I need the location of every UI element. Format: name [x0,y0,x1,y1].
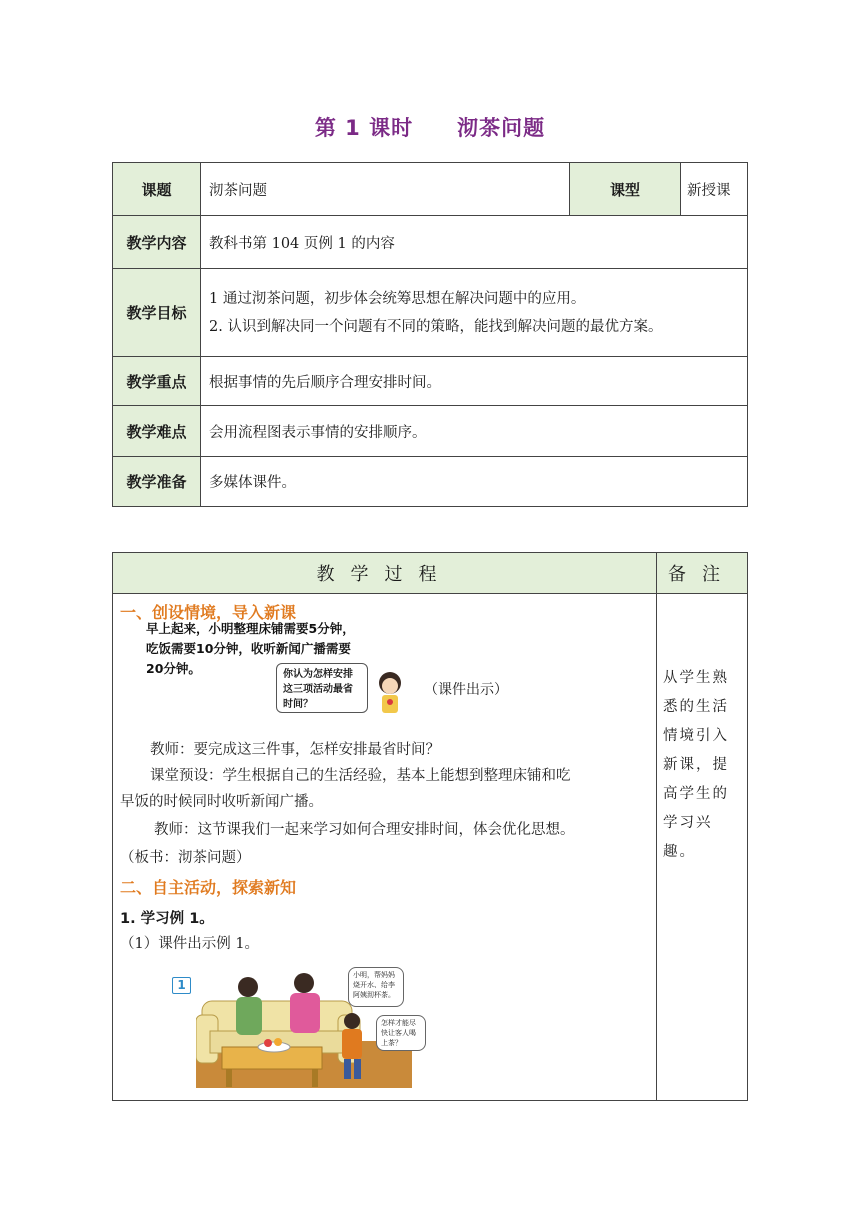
process-header: 教学过程 [113,553,657,594]
courseware-note: （课件出示） [424,682,508,698]
prep-label: 教学准备 [113,457,201,507]
mom-speech-bubble: 小明，帮妈妈烧开水、给李阿姨沏杯茶。 [348,967,404,1007]
difficulty-value: 会用流程图表示事情的安排顺序。 [201,406,748,457]
boy-speech-bubble: 怎样才能尽快让客人喝上茶？ [376,1015,426,1051]
key-label: 教学重点 [113,357,201,406]
scene-line-1: 早上起来，小明整理床铺需要5分钟， [146,621,355,636]
scene-line-2: 吃饭需要10分钟，收听新闻广播需要 [146,641,351,656]
type-value: 新授课 [681,163,748,216]
note-header: 备注 [657,553,748,594]
process-body [112,593,657,1101]
girl-illustration [370,669,410,719]
topic-value: 沏茶问题 [201,163,570,216]
type-label: 课型 [570,163,681,216]
goal-2: 2. 认识到解决同一个问题有不同的策略，能找到解决问题的最优方案。 [209,318,663,335]
goal-value [201,269,748,357]
content-label: 教学内容 [113,216,201,269]
paragraph-teacher-2: 教师：这节课我们一起来学习如何合理安排时间，体会优化思想。 [154,822,575,838]
lesson-name: 沏茶问题 [457,116,546,140]
difficulty-label: 教学难点 [113,406,201,457]
speech-bubble: 你认为怎样安排这三项活动最省时间？ [276,663,368,713]
step-1: 1. 学习例 1。 [120,911,214,927]
lesson-info-table [112,162,748,507]
key-value: 根据事情的先后顺序合理安排时间。 [201,357,748,406]
goal-1: 1 通过沏茶问题，初步体会统筹思想在解决问题中的应用。 [209,290,586,307]
paragraph-teacher-1: 教师：要完成这三件事，怎样安排最省时间？ [150,742,440,758]
section-2-heading: 二、自主活动，探索新知 [120,878,297,897]
content-value: 教科书第 104 页例 1 的内容 [201,216,748,269]
example-number-badge: 1 [172,977,191,994]
page-title [0,112,860,142]
goal-label: 教学目标 [113,269,201,357]
topic-label: 课题 [113,163,201,216]
side-note: 从学生熟悉的生活情境引入新课，提高学生的学习兴趣。 [663,670,729,860]
section-1-heading: 一、创设情境，导入新课 [120,603,297,622]
board-note: （板书：沏茶问题） [120,850,251,866]
lesson-number: 第 1 课时 [314,116,414,140]
prep-value: 多媒体课件。 [201,457,748,507]
scene-line-3: 20分钟。 [146,661,201,676]
step-1a: （1）课件出示例 1。 [120,936,260,952]
paragraph-preset-1: 课堂预设：学生根据自己的生活经验，基本上能想到整理床铺和吃 [150,768,571,784]
paragraph-preset-2: 早饭的时候同时收听新闻广播。 [120,794,323,810]
